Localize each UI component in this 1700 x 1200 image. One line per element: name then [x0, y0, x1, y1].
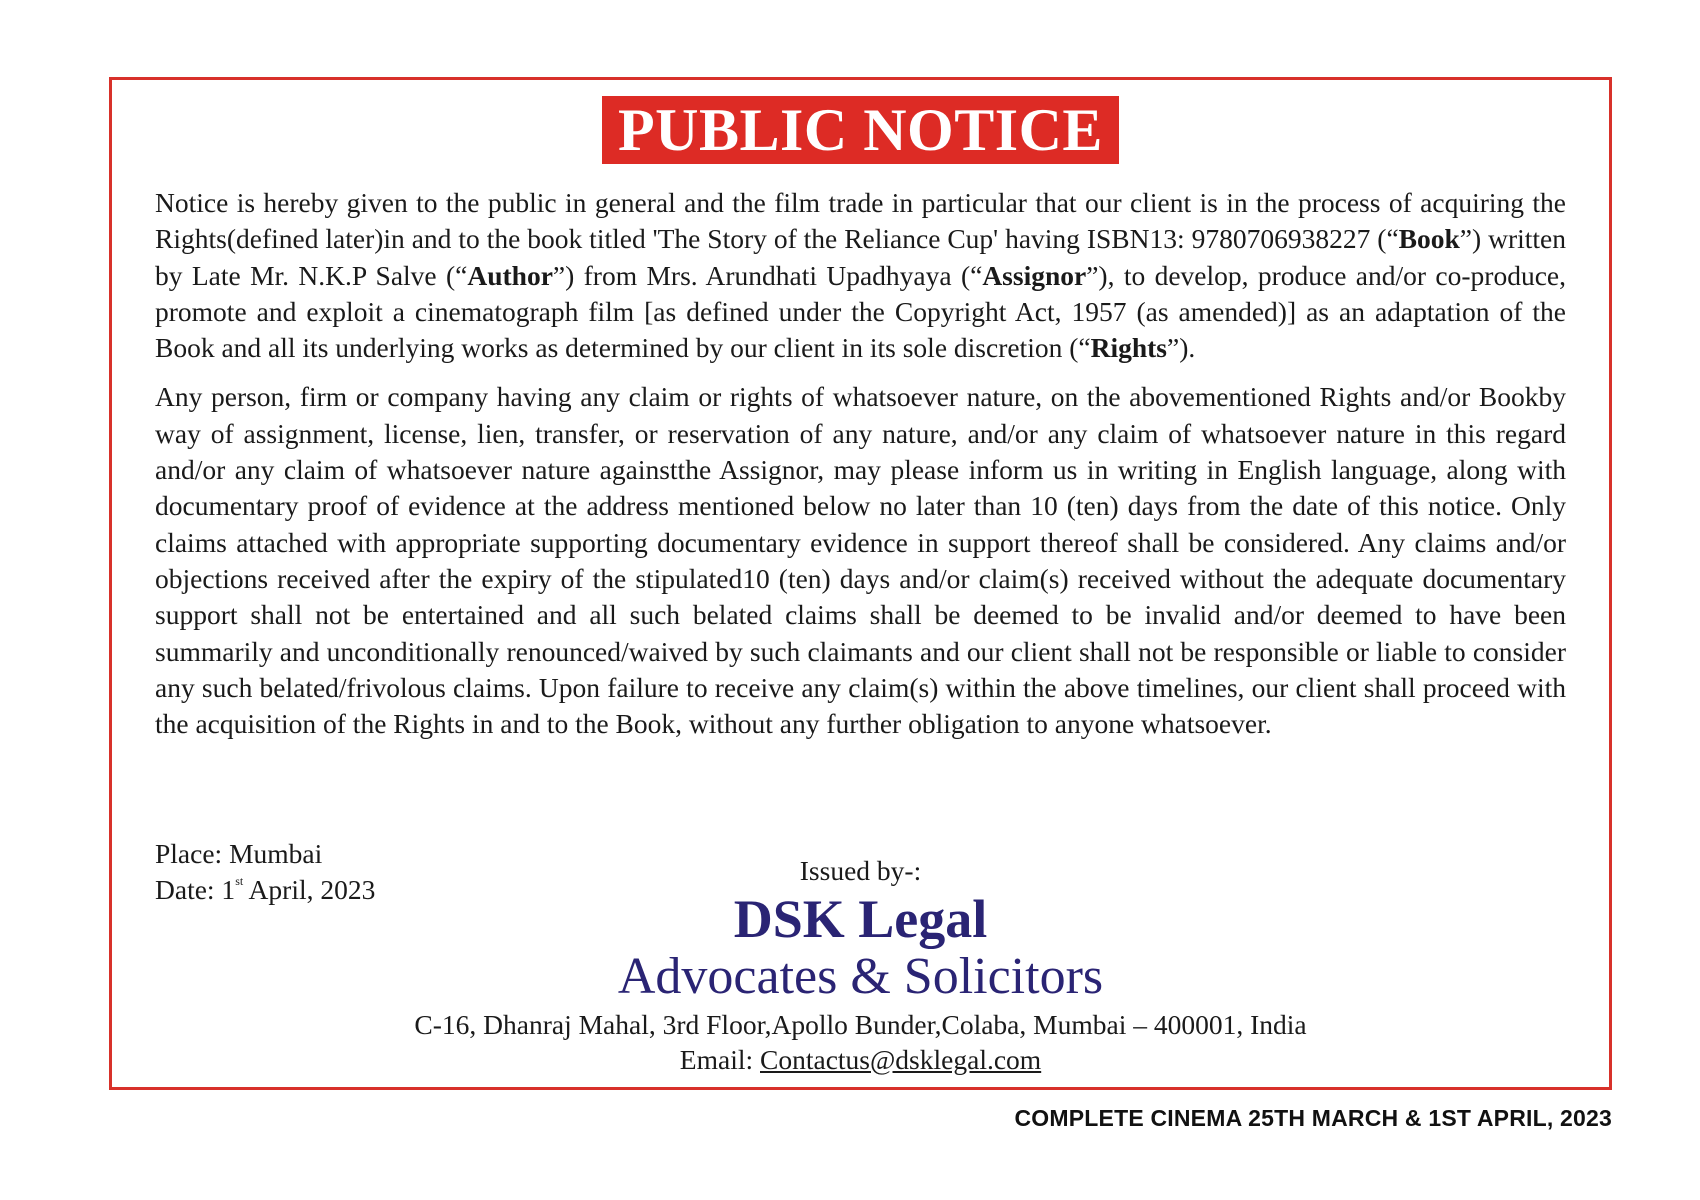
notice-body [155, 185, 1566, 755]
firm-name: DSK Legal [733, 889, 988, 949]
date-suffix: April, 2023 [243, 874, 376, 905]
defined-term: Book [1398, 223, 1460, 255]
date-sup: st [235, 874, 244, 888]
notice-paragraph-2: Any person, firm or company having any claim or rights of whatsoever nature, on the abovementioned Rights and/or Bookby way of assignment, license, lien, transfer, or reservation of any nature, and/or any claim of whatsoever nature in this regard and/or any claim of whatsoever nature againstthe Assignor, may please inform us in writing in English language, along with documentary proof of evidence at the address mentioned below no later than 10 (ten) days from the date of this notice. Only claims attached with appropriate supporting documentary evidence in support thereof shall be considered. Any claims and/or objections received after the expiry of the stipulated10 (ten) days and/or claim(s) received without the adequate documentary support shall not be entertained and all such belated claims shall be deemed to be invalid and/or deemed to have been summarily and unconditionally renounced/waived by such claimants and our client shall not be responsible or liable to consider any such belated/frivolous claims. Upon failure to receive any claim(s) within the above timelines, our client shall proceed with the acquisition of the Rights in and to the Book, without any further obligation to anyone whatsoever. [155, 381, 1566, 740]
text-segment: Notice is hereby given to the public in general and the film trade in particular that our client is in the process of acquiring the Rights(defined later)in and to the book titled 'The Story of the Reliance Cup' having ISBN13: 9780706938227 (“ [155, 187, 1566, 255]
title-wrap [112, 96, 1609, 164]
text-segment: ”), to develop, produce and/or co-produce, promote and exploit a cinematograph film [as defined under the Copyright Act, 1957 (as amended)] as an adaptation of the Book and all its underlying works as determined by our client in its sole discretion (“ [155, 259, 1566, 364]
email-line [112, 1043, 1609, 1077]
email-link[interactable]: Contactus@dsklegal.com [760, 1044, 1042, 1075]
firm-subtitle: Advocates & Solicitors [617, 948, 1104, 1005]
defined-term: Rights [1090, 332, 1167, 364]
place: Place: Mumbai [155, 838, 323, 869]
notice-title: PUBLIC NOTICE [602, 96, 1119, 164]
date-prefix: Date: 1 [155, 874, 236, 905]
notice-frame [109, 77, 1612, 1090]
email-label: Email: [679, 1044, 760, 1075]
publication-footer: COMPLETE CINEMA 25TH MARCH & 1ST APRIL, 2023 [1014, 1105, 1612, 1131]
text-segment: ”) from Mrs. Arundhati Upadhyaya (“ [552, 259, 983, 291]
firm-address: C-16, Dhanraj Mahal, 3rd Floor,Apollo Bunder,Colaba, Mumbai – 400001, India [414, 1009, 1307, 1040]
defined-term: Assignor [982, 259, 1087, 291]
text-segment: ”) written by Late Mr. N.K.P Salve (“ [155, 223, 1566, 291]
text-segment: ”). [1166, 332, 1196, 364]
defined-term: Author [467, 259, 553, 291]
issued-by: Issued by-: [799, 855, 922, 886]
notice-paragraph-1 [155, 185, 1566, 366]
